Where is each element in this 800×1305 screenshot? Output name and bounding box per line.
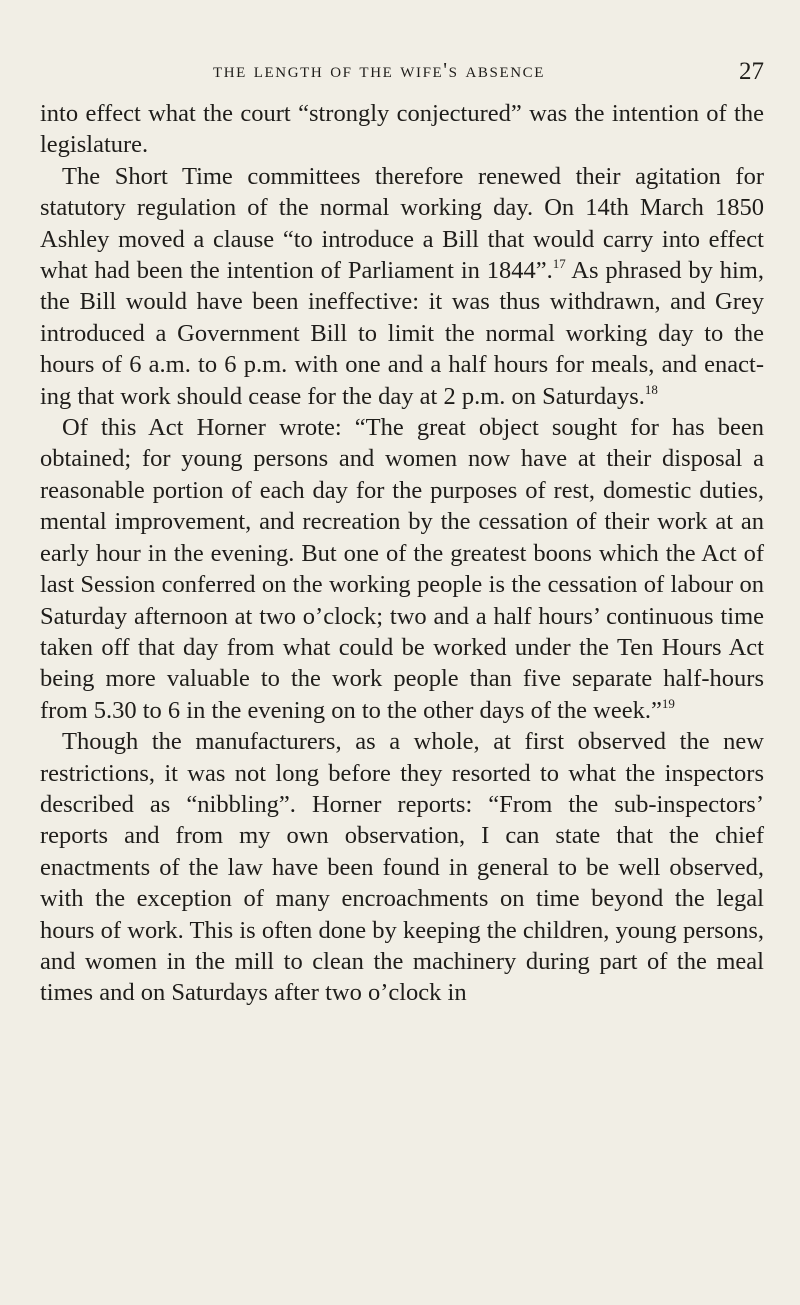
footnote-ref-18[interactable]: 18 xyxy=(644,381,658,397)
body-text xyxy=(40,98,764,1009)
paragraph-1 xyxy=(40,98,764,161)
page-number: 27 xyxy=(739,58,764,85)
running-title: the length of the wife's absence xyxy=(212,58,546,82)
paragraph-2-text-b: As phrased by him, the Bill would have been ineffective: it was thus withdrawn, and Grey introduced a Government Bill to limit the normal working day to the hours of 6 a.m. to 6 p.m. with one and a half hours for meals, and enacting that work should cease for the day at 2 p.m. on Saturdays. xyxy=(40,257,764,410)
paragraph-1-text: into effect what the court “strongly conjectured” was the intention of the legislature. xyxy=(40,100,764,159)
running-head xyxy=(40,58,764,88)
paragraph-2-text-a: The Short Time committees therefore renewed their agitation for statutory regulation of the normal working day. On 14th March 1850 Ashley moved a clause “to introduce a Bill that would carry into effect what had been the intention of Parliament in 1844”. xyxy=(40,162,764,285)
paragraph-2 xyxy=(40,161,764,412)
footnote-ref-19[interactable]: 19 xyxy=(661,695,675,711)
paragraph-3 xyxy=(40,412,764,726)
footnote-ref-17[interactable]: 17 xyxy=(552,256,566,272)
paragraph-3-text: Of this Act Horner wrote: “The great object sought for has been obtained; for young persons and women now have at their disposal a reasonable portion of each day for the purposes of rest, domestic duties, mental improvement, and recreation by the cessation of their work at an early hour in the evening. But one of the greatest boons which the Act of last Session conferred on the working people is the cessation of labour on Saturday afternoon at two o’clock; two and a half hours’ continuous time taken off that day from what could be worked under the Ten Hours Act being more valuable to the work people than five separate half-hours from 5.30 to 6 in the evening on to the other days of the week.” xyxy=(40,414,764,724)
paragraph-4-text: Though the manufacturers, as a whole, at first observed the new restrictions, it was not long before they resorted to what the inspectors described as “nibbling”. Horner reports: “From the sub-inspectors’ reports and from my own observation, I can state that the chief enactments of the law have been found in general to be well observed, with the exception of many encroachments on time beyond the legal hours of work. This is often done by keeping the children, young persons, and women in the mill to clean the machinery during part of the meal times and on Saturdays after two o’clock in xyxy=(40,728,764,1007)
paragraph-4 xyxy=(40,726,764,1009)
book-page xyxy=(40,0,764,1305)
